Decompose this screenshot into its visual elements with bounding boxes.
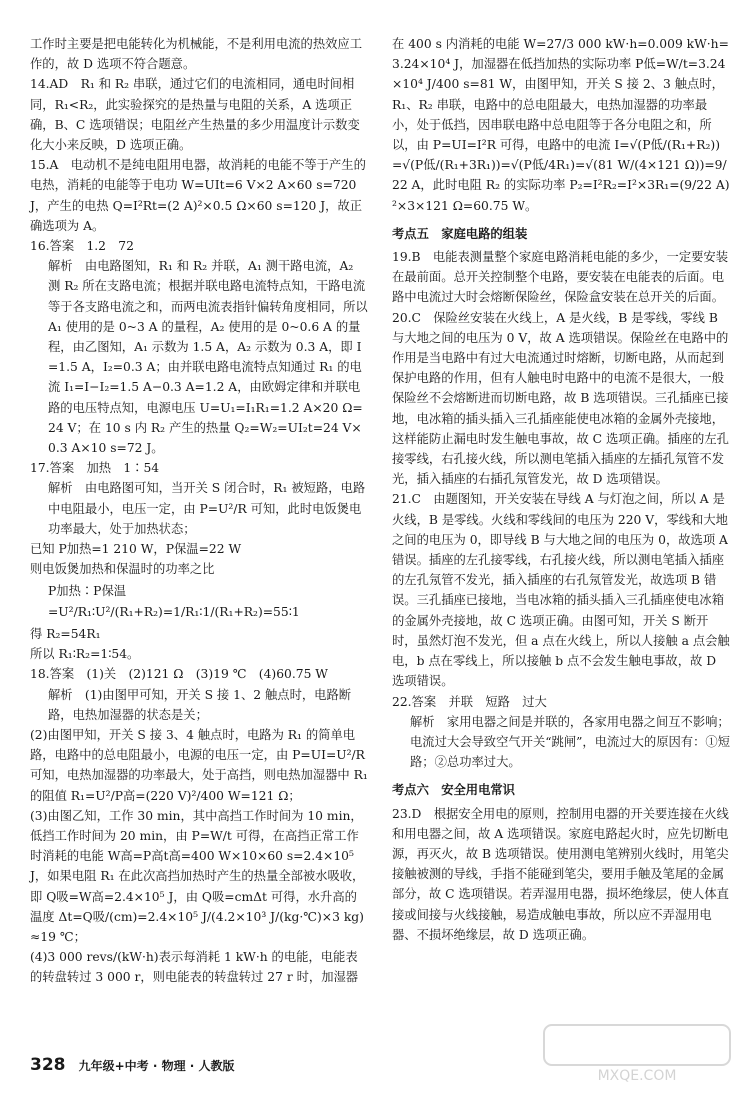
right-paragraph: 23.D 根据安全用电的原则，控制用电器的开关要连接在火线和用电器之间，故 A 选项错误。家庭电路起火时，应先切断电源，再灭火，故 B 选项错误。使用测电笔辨别火线时，用笔尖接触被测的导线，手指不能碰到笔尖，要用手触及笔尾的金属部分，故 C 选项错误。若弄湿用电器，损坏绝缘层，使人体直接或间接与火线接触，易造成触电事故，所以应不弄湿用电器、不损坏绝缘层，故 D 选项正确。: [392, 806, 729, 942]
left-paragraph: P加热∶P保温=U²/R₁∶U²/(R₁+R₂)=1/R₁∶1/(R₁+R₂)=55∶1: [48, 584, 300, 619]
left-paragraph: 则电饭煲加热和保温时的功率之比: [30, 562, 215, 577]
left-paragraph: 得 R₂=54R₁: [30, 626, 101, 641]
right-paragraph: 考点五 家庭电路的组装: [392, 226, 528, 241]
page-footer: [30, 1055, 234, 1075]
page-number: 328: [30, 1055, 66, 1075]
watermark-logo: [542, 1023, 732, 1085]
left-paragraph: 16.答案 1.2 72: [30, 239, 134, 254]
left-paragraph: 工作时主要是把电能转化为机械能，不是利用电流的热效应工作的，故 D 选项不符合题意。: [30, 37, 363, 72]
right-paragraph: 解析 家用电器之间是并联的，各家用电器之间互不影响；电流过大会导致空气开关“跳闸”，电流过大的原因有：①短路；②总功率过大。: [410, 714, 730, 770]
right-paragraph: 19.B 电能表测量整个家庭电路消耗电能的多少，一定要安装在最前面。总开关控制整个电路，要安装在电能表的后面。电路中电流过大时会熔断保险丝，保险盒安装在总开关的后面。: [392, 250, 729, 305]
left-paragraph: 18.答案 (1)关 (2)121 Ω (3)19 ℃ (4)60.75 W: [30, 667, 328, 682]
watermark-text: MXQE.COM: [597, 1068, 677, 1084]
book-title: 九年级+中考 · 物理 · 人教版: [78, 1059, 235, 1073]
left-paragraph: 已知 P加热=1 210 W，P保温=22 W: [30, 542, 242, 557]
right-paragraph: 21.C 由题图知，开关安装在导线 A 与灯泡之间，所以 A 是火线，B 是零线。火线和零线间的电压为 220 V，零线和大地之间的电压为 0，即导线 B 与大地之间的电压为 0，故选项 A 错误。插座的左孔接零线，右孔接火线，所以测电笔插入插座的左孔氖管不发光，插入插座的右孔氖管发光，故选项 B 错误。三孔插座已接地，当电冰箱的插头插入三孔插座使电冰箱的金属外壳接地，故 C 选项正确。由图可知，开关 S 断开时，虽然灯泡不发光，但 a 点在火线上，所以人接触 a 点会触电，b 点在零线上，所以接触 b 点不会发生触电事故，故 D 选项错误。: [392, 492, 730, 689]
left-paragraph: 解析 由电路图可知，当开关 S 闭合时，R₁ 被短路，电路中电阻最小，电压一定，由 P=U²/R 可知，此时电饭煲电功率最大，处于加热状态；: [48, 481, 366, 536]
left-paragraph: 解析 (1)由图甲可知，开关 S 接 1、2 触点时，电路断路，电热加湿器的状态是关；: [48, 687, 352, 722]
left-paragraph: (2)由图甲知，开关 S 接 3、4 触点时，电路为 R₁ 的简单电路，电路中的总电阻最小，电源的电压一定，由 P=UI=U²/R 可知，电热加湿器的功率最大，处于高挡，则电热加湿器中 R₁ 的阻值 R₁=U²/P高=(220 V)²/400 W=121 Ω；: [30, 727, 368, 803]
right-column: [392, 34, 730, 945]
left-paragraph: 解析 由电路图知，R₁ 和 R₂ 并联，A₁ 测干路电流，A₂ 测 R₂ 所在支路电流；根据并联电路电流特点知，干路电流等于各支路电流之和，而两电流表指针偏转角度相同，所以 A₁ 使用的是 0~3 A 的量程，A₂ 使用的是 0~0.6 A 的量程，由乙图知，A₁ 示数为 1.5 A，A₂ 示数为 0.3 A，即 I=1.5 A，I₂=0.3 A；由并联电路电流特点知通过 R₁ 的电流 I₁=I−I₂=1.5 A−0.3 A=1.2 A，由欧姆定律和并联电路的电压特点知，电源电压 U=U₁=I₁R₁=1.2 A×20 Ω=24 V；在 10 s 内 R₂ 产生的热量 Q₂=W₂=UI₂t=24 V×0.3 A×10 s=72 J。: [48, 259, 368, 456]
right-paragraph: 20.C 保险丝安装在火线上，A 是火线，B 是零线，零线 B 与大地之间的电压为 0 V，故 A 选项错误。保险丝在电路中的作用是当电路中有过大电流通过时熔断，切断电路，从而起到保护电路的作用，但有人触电时电路中的电流不是很大，一般保险丝不会熔断进而切断电路，故 B 选项错误。三孔插座已接地，电冰箱的插头插入三孔插座能使电冰箱的金属外壳接地，这样能防止漏电时发生触电事故，故 C 选项正确。插座的左孔接零线，右孔接火线，所以测电笔插入插座的左插孔氖管不发光，插入插座的右插孔氖管发光，故 D 选项错误。: [392, 310, 729, 487]
left-paragraph: (4)3 000 revs/(kW·h)表示每消耗 1 kW·h 的电能，电能表的转盘转过 3 000 r，则电能表的转盘转过 27 r 时，加湿器: [30, 950, 359, 985]
right-paragraph: 22.答案 并联 短路 过大: [392, 694, 547, 709]
right-paragraph: 考点六 安全用电常识: [392, 783, 515, 798]
left-paragraph: 所以 R₁∶R₂=1∶54。: [30, 647, 140, 662]
right-paragraph: 在 400 s 内消耗的电能 W=27/3 000 kW·h=0.009 kW·h=3.24×10⁴ J，加湿器在低挡加热的实际功率 P低=W/t=3.24×10⁴ J/400 s=81 W，由图甲知，开关 S 接 2、3 触点时，R₁、R₂ 串联，电路中的总电阻最大，电热加湿器的功率最小，处于低挡，因串联电路中总电阻等于各分电阻之和，所以，由 P=UI=I²R 可得，电路中的电流 I=√(P低/(R₁+R₂))=√(P低/(R₁+3R₁))=√(P低/4R₁)=√(81 W/(4×121 Ω))=9/22 A，此时电阻 R₂ 的实际功率 P₂=I²R₂=I²×3R₁=(9/22 A)²×3×121 Ω=60.75 W。: [392, 37, 730, 213]
left-paragraph: 15.A 电动机不是纯电阻用电器，故消耗的电能不等于产生的电热，消耗的电能等于电功 W=UIt=6 V×2 A×60 s=720 J，产生的电热 Q=I²Rt=(2 A)²×0.5 Ω×60 s=120 J，故正确选项为 A。: [30, 158, 366, 233]
left-paragraph: 17.答案 加热 1∶54: [30, 461, 160, 476]
left-paragraph: (3)由图乙知，工作 30 min，其中高挡工作时间为 10 min，低挡工作时间为 20 min，由 P=W/t 可得，在高挡正常工作时消耗的电能 W高=P高t高=400 W×10×60 s=2.4×10⁵ J，如果电阻 R₁ 在此次高挡加热时产生的热量全部被水吸收，即 Q吸=W高=2.4×10⁵ J，由 Q吸=cmΔt 可得，水升高的温度 Δt=Q吸/(cm)=2.4×10⁵ J/(4.2×10³ J/(kg·℃)×3 kg)≈19 ℃；: [30, 808, 365, 944]
left-paragraph: 14.AD R₁ 和 R₂ 串联，通过它们的电流相同，通电时间相同，R₁<R₂，此实验探究的是热量与电阻的关系，A 选项正确，B、C 选项错误；电阻丝产生热量的多少用温度计示数变化大小来反映，D 选项正确。: [30, 77, 360, 153]
left-column: [30, 34, 368, 988]
